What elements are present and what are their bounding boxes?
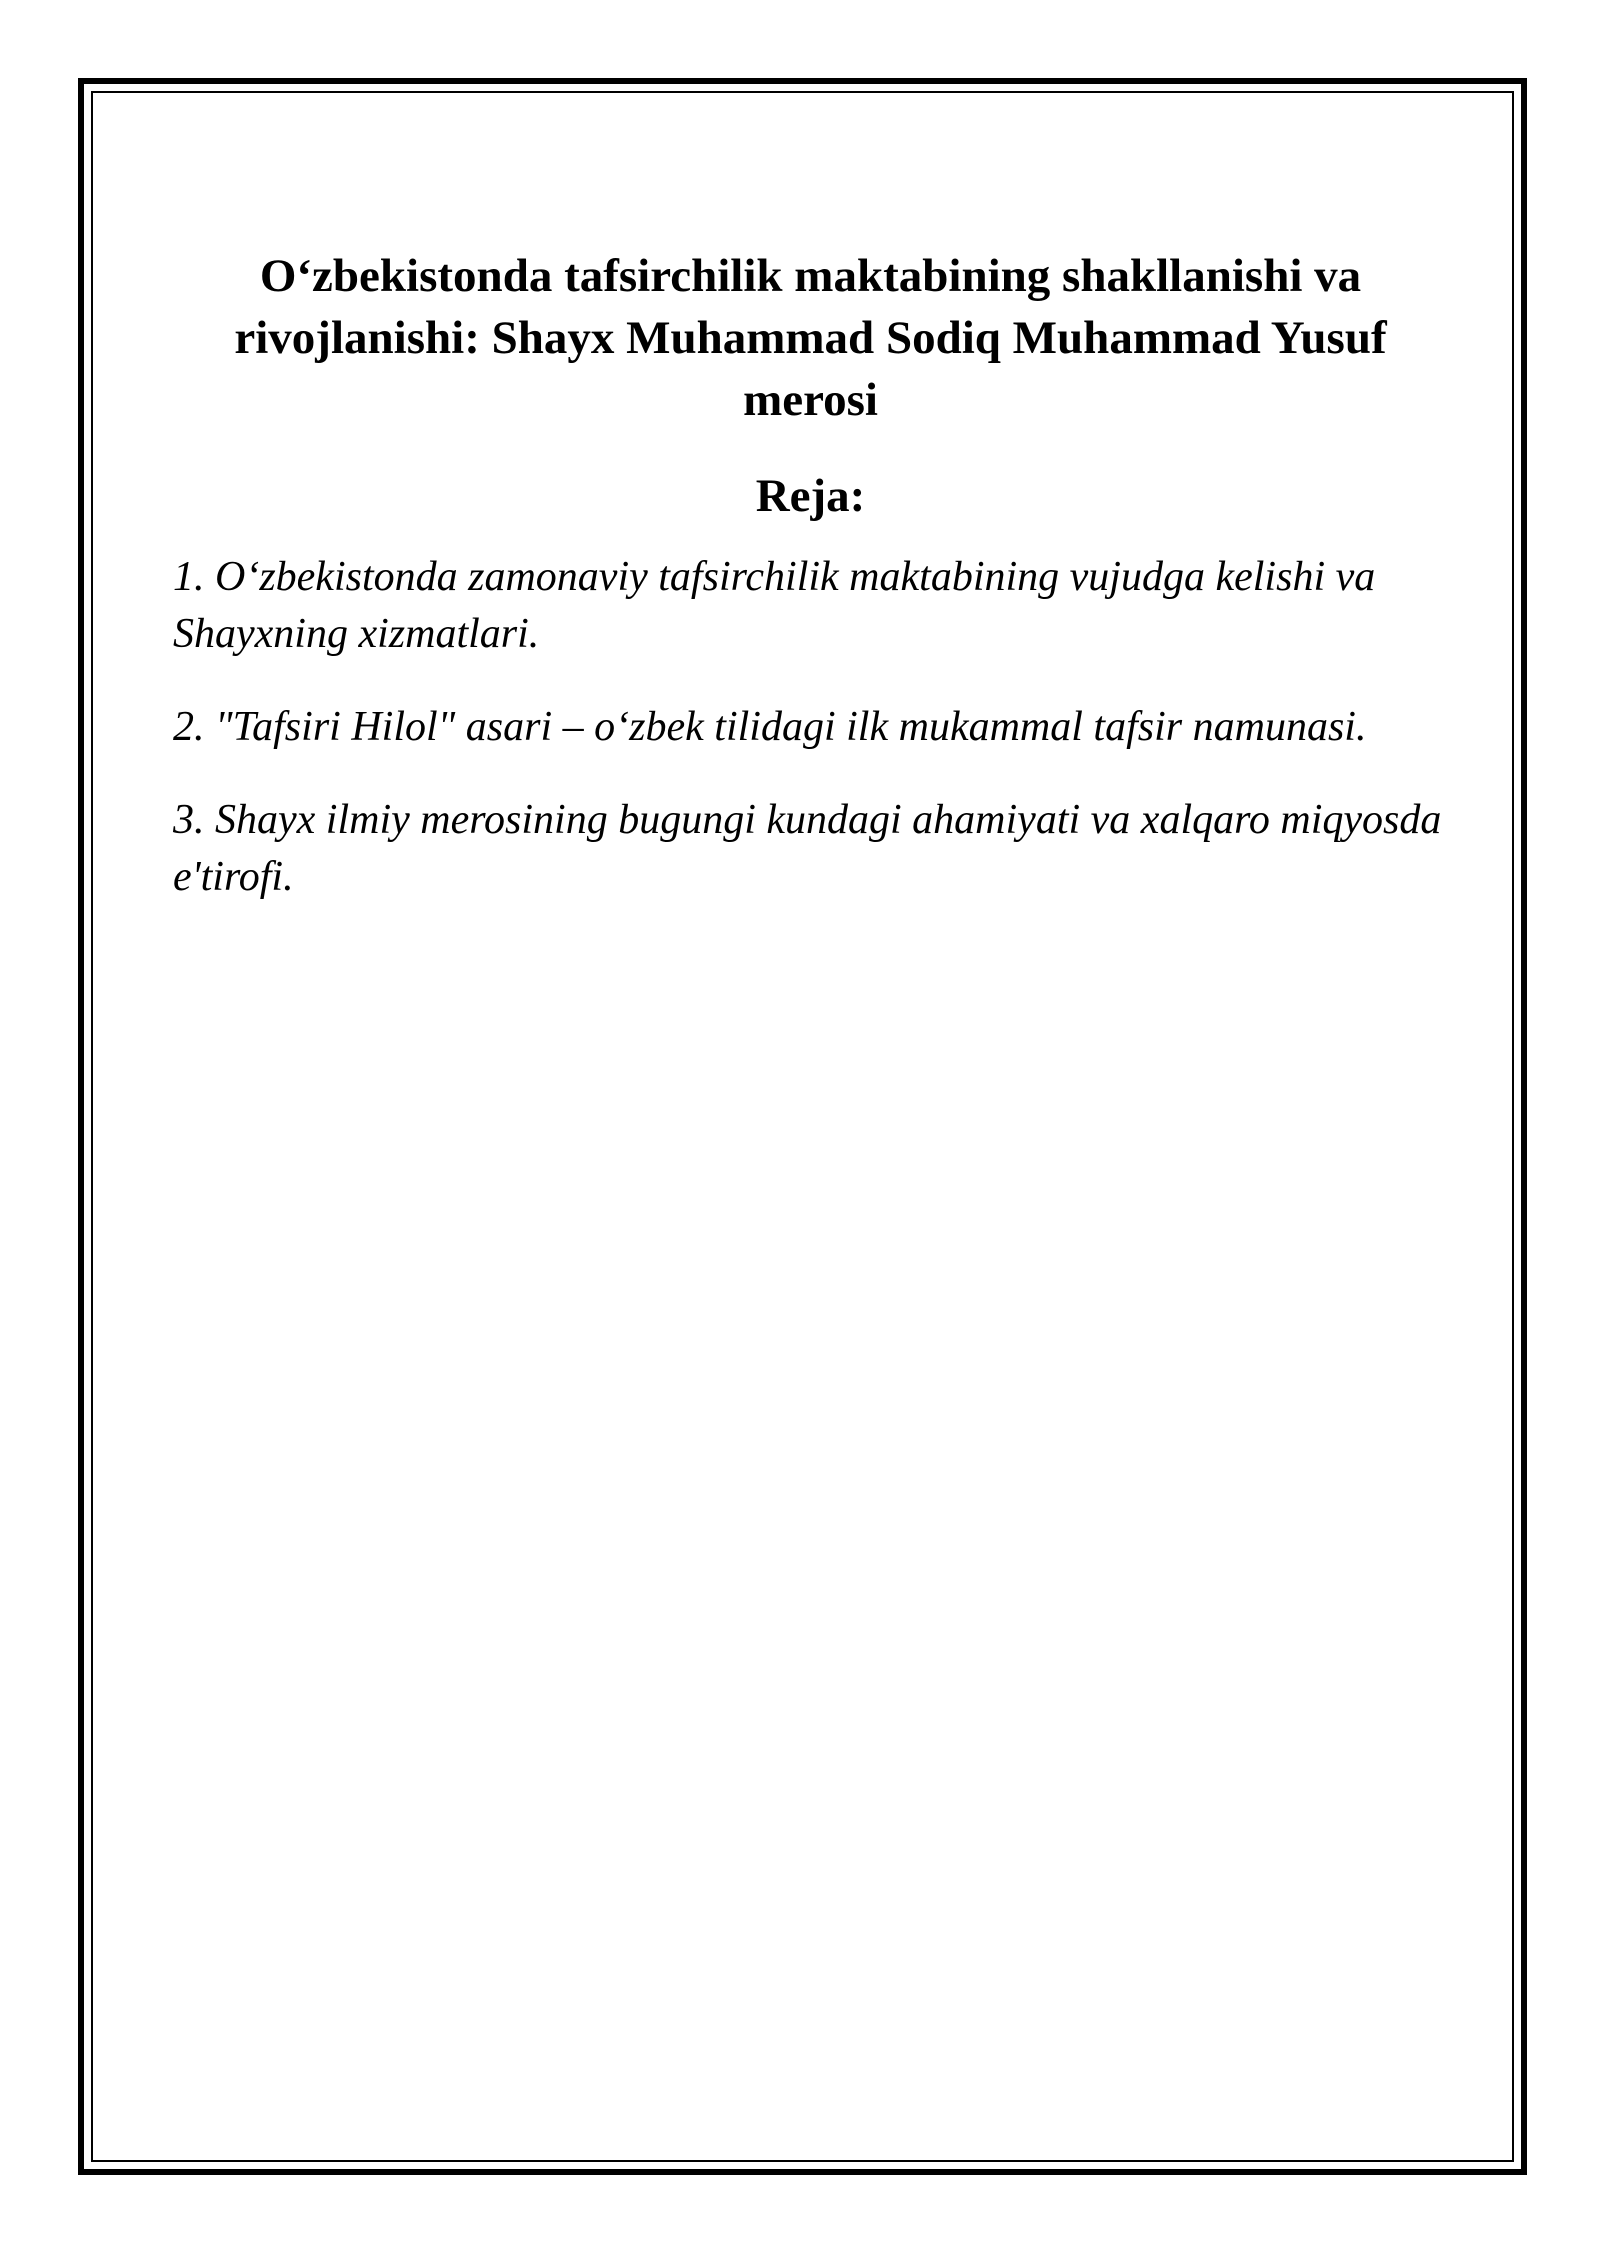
plan-item-3: 3. Shayx ilmiy merosining bugungi kundagi ahamiyati va xalqaro miqyosda e'tirofi. — [173, 797, 1442, 900]
plan-list — [173, 549, 1448, 906]
document-title: O‘zbekistonda tafsirchilik maktabining shakllanishi va rivojlanishi: Shayx Muhammad Sodiq Muhammad Yusuf merosi — [234, 250, 1387, 426]
page-content — [173, 245, 1448, 942]
plan-item-1: 1. O‘zbekistonda zamonaviy tafsirchilik maktabining vujudga kelishi va Shayxning xizmatlari. — [173, 554, 1376, 657]
plan-item-2: 2. "Tafsiri Hilol" asari – o‘zbek tilidagi ilk mukammal tafsir namunasi. — [173, 704, 1367, 750]
plan-heading: Reja: — [755, 470, 866, 522]
